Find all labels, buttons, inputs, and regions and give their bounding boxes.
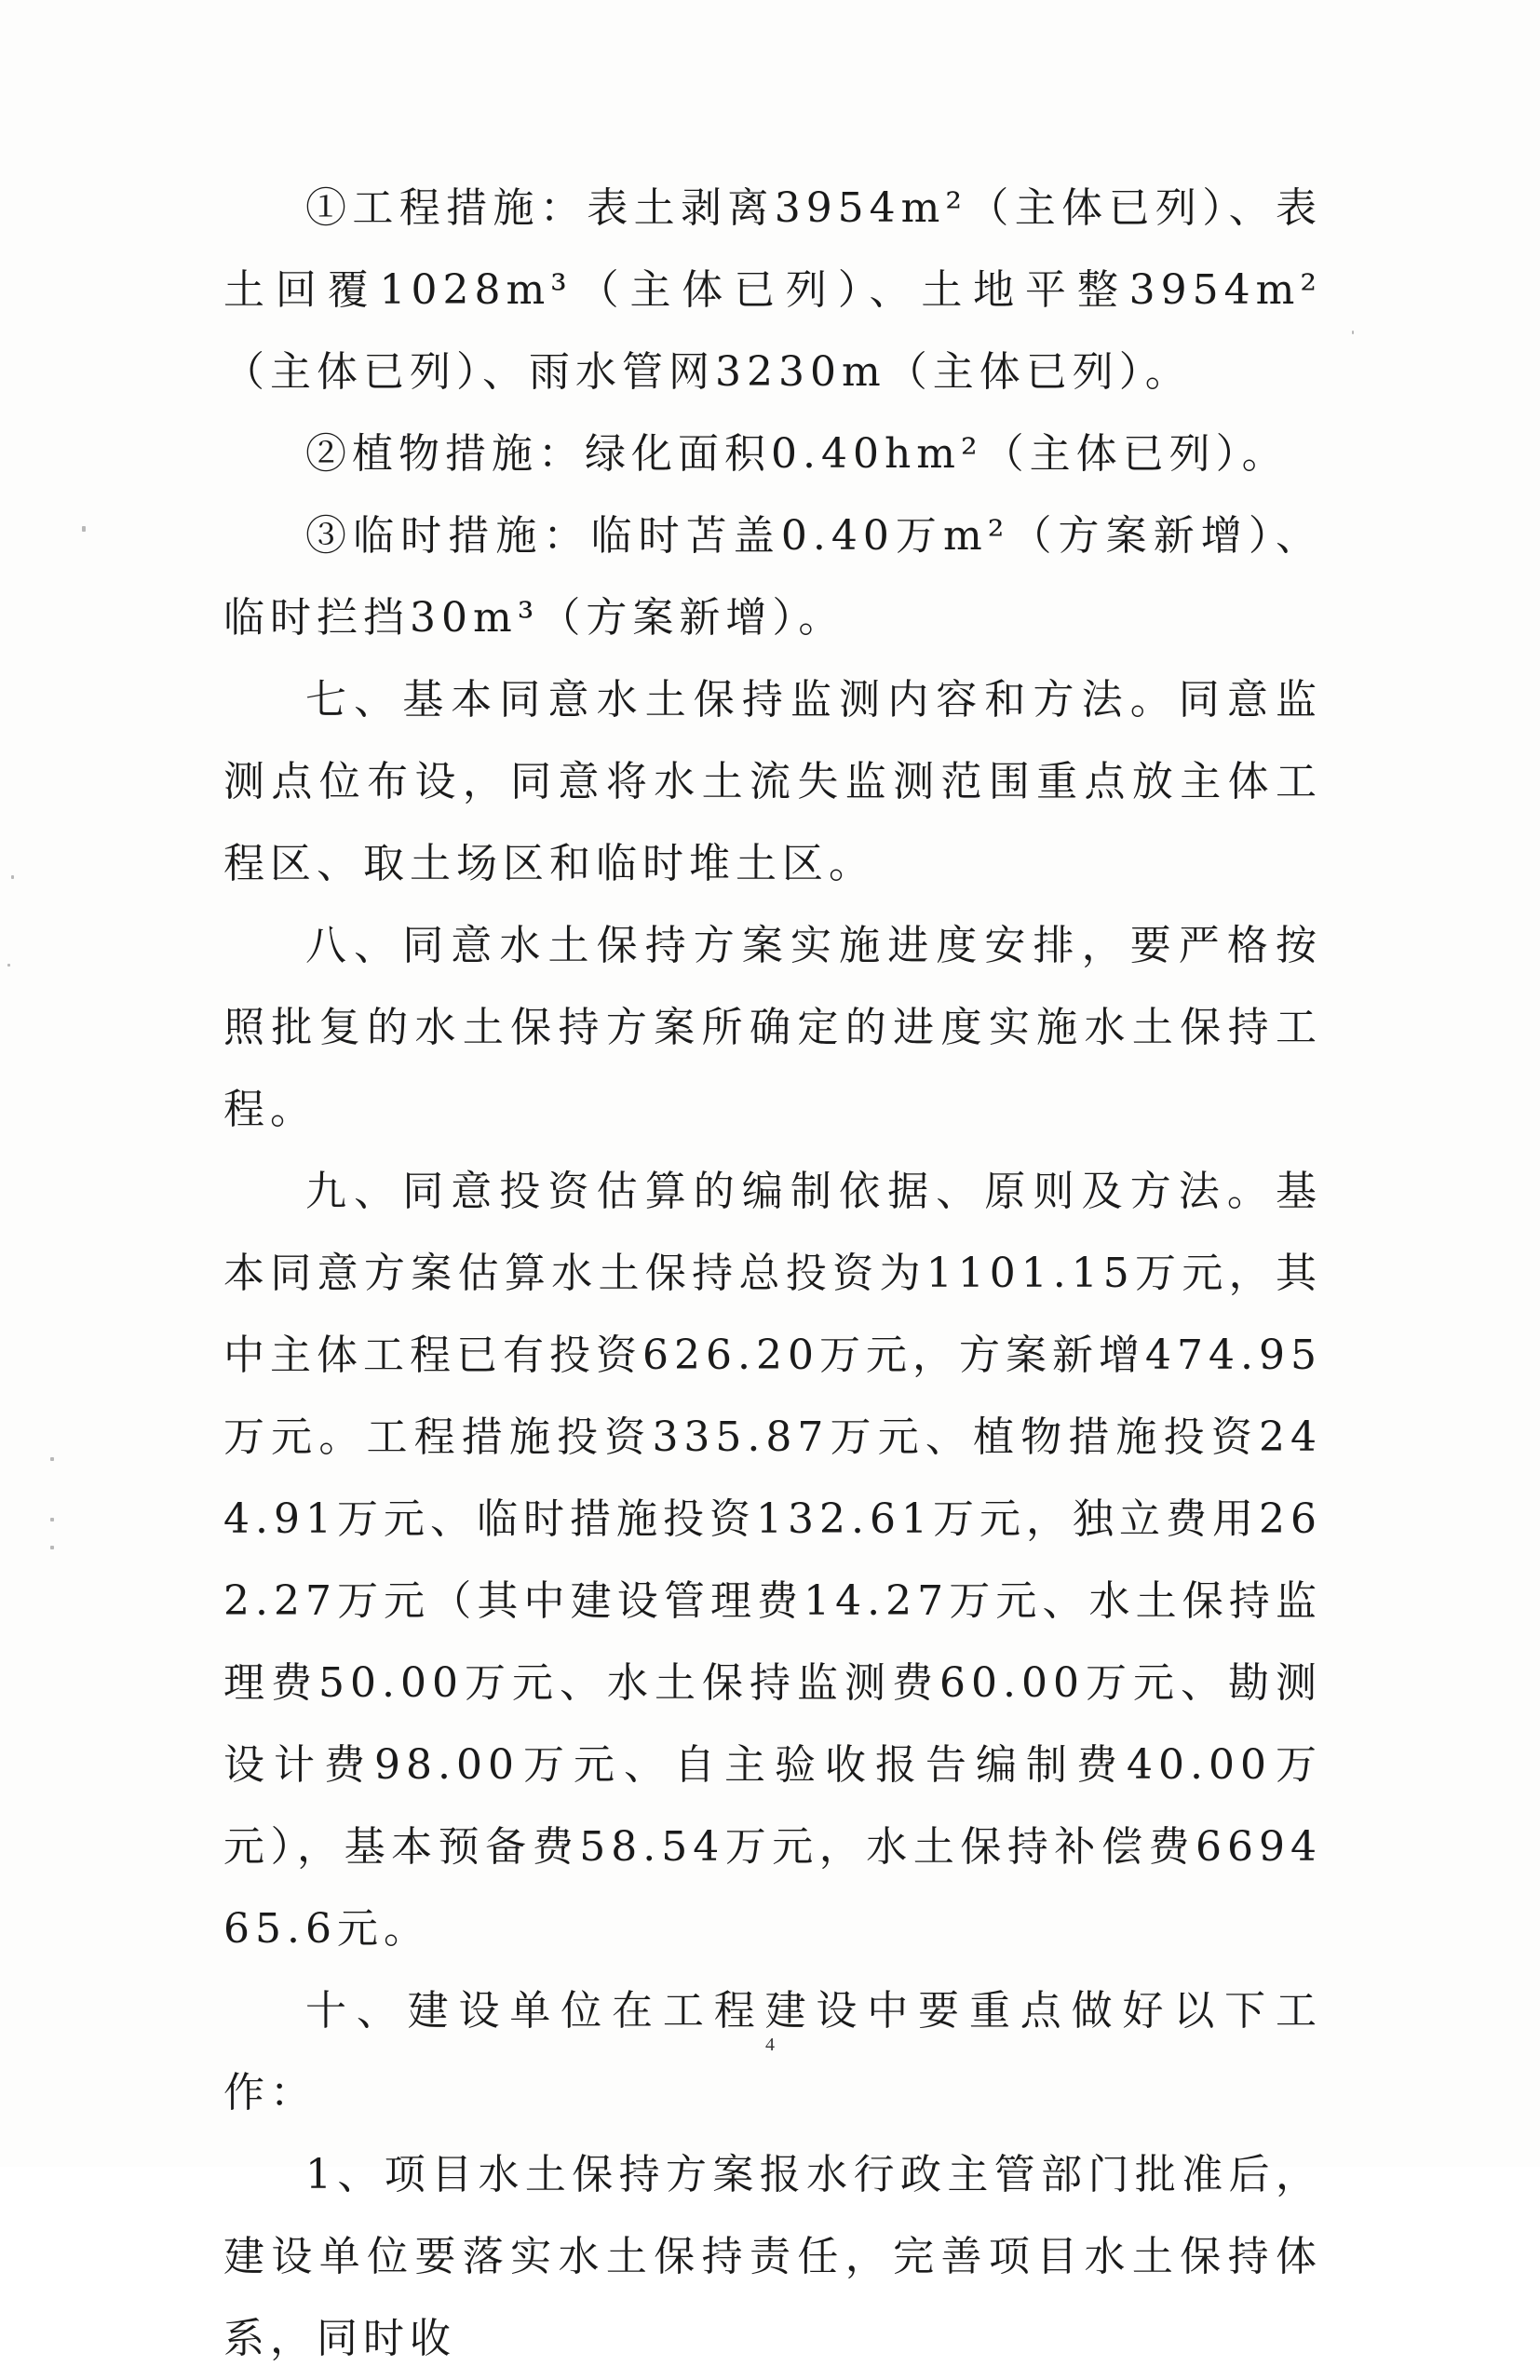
scan-speck: [50, 1457, 54, 1461]
paragraph-item-ten-sub-one: 1、项目水土保持方案报水行政主管部门批准后，建设单位要落实水土保持责任，完善项目水土保持体系，同时收: [223, 2151, 1322, 2362]
paragraph-item-seven: 七、基本同意水土保持监测内容和方法。同意监测点位布设，同意将水土流失监测范围重点放主体工程区、取土场区和临时堆土区。: [223, 676, 1322, 887]
paragraph-item-eight: 八、同意水土保持方案实施进度安排，要严格按照批复的水土保持方案所确定的进度实施水土保持工程。: [223, 922, 1322, 1133]
scan-speck: [50, 1546, 54, 1549]
scan-speck: [82, 526, 86, 532]
paragraph-item-nine: 九、同意投资估算的编制依据、原则及方法。基本同意方案估算水土保持总投资为1101.15万元，其中主体工程已有投资626.20万元，方案新增474.95万元。工程措施投资335.87万元、植物措施投资244.91万元、临时措施投资132.61万元，独立费用262.27万元（其中建设管理费14.27万元、水土保持监理费50.00万元、水土保持监测费60.00万元、勘测设计费98.00万元、自主验收报告编制费40.00万元），基本预备费58.54万元，水土保持补偿费669465.6元。: [223, 1168, 1322, 1953]
scan-speck: [7, 964, 10, 967]
scan-speck: [11, 875, 14, 879]
paragraph-temporary-measures: ③临时措施：临时苫盖0.40万m²（方案新增）、临时拦挡30m³（方案新增）。: [223, 512, 1322, 642]
scan-speck: [1352, 331, 1354, 334]
paragraph-item-ten: 十、建设单位在工程建设中要重点做好以下工作：: [223, 1987, 1322, 2116]
scan-speck: [50, 1518, 54, 1521]
page-number: 4: [765, 2035, 775, 2055]
paragraph-plant-measures: ②植物措施：绿化面积0.40hm²（主体已列）。: [305, 430, 1289, 478]
paragraph-engineering-measures: ①工程措施：表土剥离3954m²（主体已列）、表土回覆1028m³（主体已列）、土地平整3954m²（主体已列）、雨水管网3230m（主体已列）。: [223, 184, 1322, 396]
